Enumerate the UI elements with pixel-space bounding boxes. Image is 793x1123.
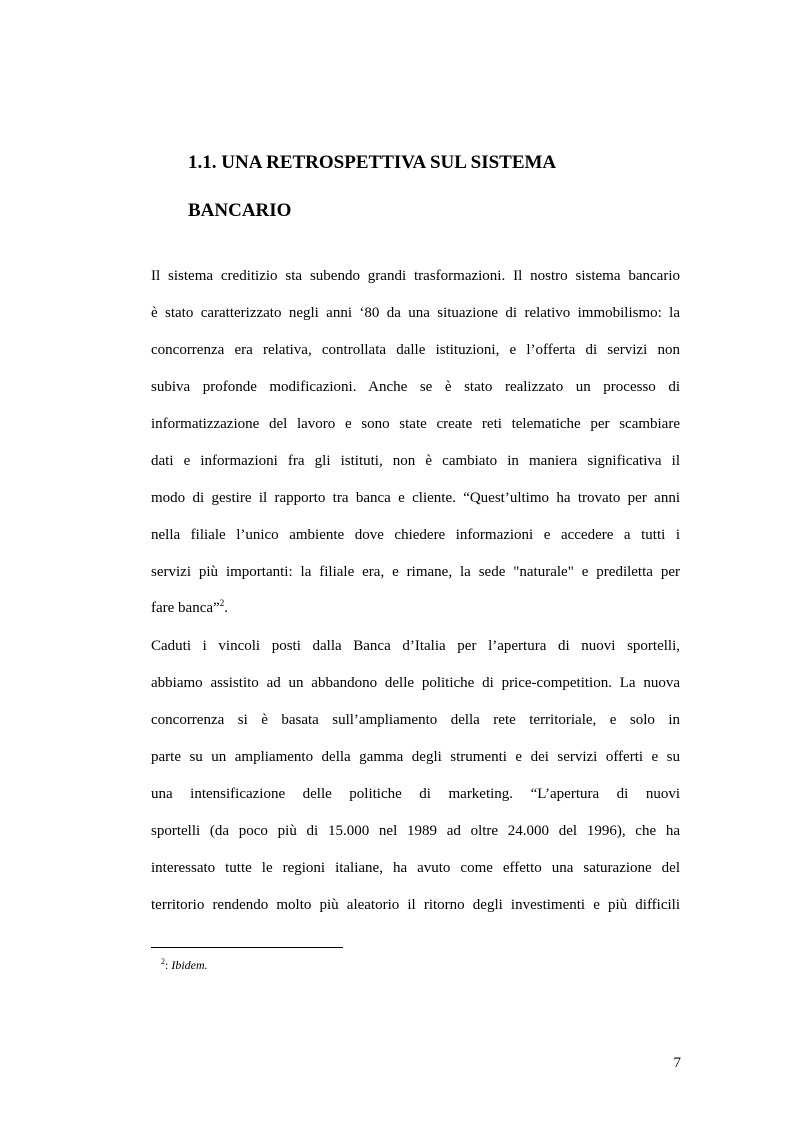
footnote-separator — [151, 947, 343, 948]
body-line: dati e informazioni fra gli istituti, non è cambiato in maniera significativa il — [151, 453, 680, 469]
body-line-footnote-ref — [151, 598, 680, 618]
body-line: subiva profonde modificazioni. Anche se è stato realizzato un processo di — [151, 379, 680, 395]
body-line: concorrenza si è basata sull’ampliamento della rete territoriale, e solo in — [151, 712, 680, 728]
body-line: Il sistema creditizio sta subendo grandi trasformazioni. Il nostro sistema bancario — [151, 268, 680, 284]
body-line: Caduti i vincoli posti dalla Banca d’Italia per l’apertura di nuovi sportelli, — [151, 638, 680, 654]
body-line: abbiamo assistito ad un abbandono delle politiche di price-competition. La nuova — [151, 675, 680, 691]
body-line: nella filiale l’unico ambiente dove chiedere informazioni e accedere a tutti i — [151, 527, 680, 543]
footnote-separator-text: : — [165, 958, 172, 972]
body-line: territorio rendendo molto più aleatorio il ritorno degli investimenti e più difficili — [151, 897, 680, 913]
page-number: 7 — [673, 1055, 681, 1071]
section-heading-line-2: BANCARIO — [188, 200, 292, 221]
body-line: informatizzazione del lavoro e sono state create reti telematiche per scambiare — [151, 416, 680, 432]
footnote-text: Ibidem. — [171, 958, 208, 972]
section-heading-line-1: 1.1. UNA RETROSPETTIVA SUL SISTEMA — [188, 152, 557, 173]
body-line: interessato tutte le regioni italiane, ha avuto come effetto una saturazione del — [151, 860, 680, 876]
footnote — [161, 957, 208, 973]
body-line: modo di gestire il rapporto tra banca e cliente. “Quest’ultimo ha trovato per anni — [151, 490, 680, 506]
footnote-marker: 2 — [161, 957, 165, 966]
footnote-reference-period: . — [224, 600, 228, 616]
body-line: servizi più importanti: la filiale era, e rimane, la sede "naturale" e prediletta per — [151, 564, 680, 580]
body-line: è stato caratterizzato negli anni ‘80 da una situazione di relativo immobilismo: la — [151, 305, 680, 321]
body-line: una intensificazione delle politiche di marketing. “L’apertura di nuovi — [151, 786, 680, 802]
body-line: parte su un ampliamento della gamma degli strumenti e dei servizi offerti e su — [151, 749, 680, 765]
footnote-reference: 2 — [219, 598, 225, 608]
body-line: sportelli (da poco più di 15.000 nel 1989 ad oltre 24.000 del 1996), che ha — [151, 823, 680, 839]
body-line: concorrenza era relativa, controllata dalle istituzioni, e l’offerta di servizi non — [151, 342, 680, 358]
body-line-text: fare banca” — [151, 600, 220, 616]
